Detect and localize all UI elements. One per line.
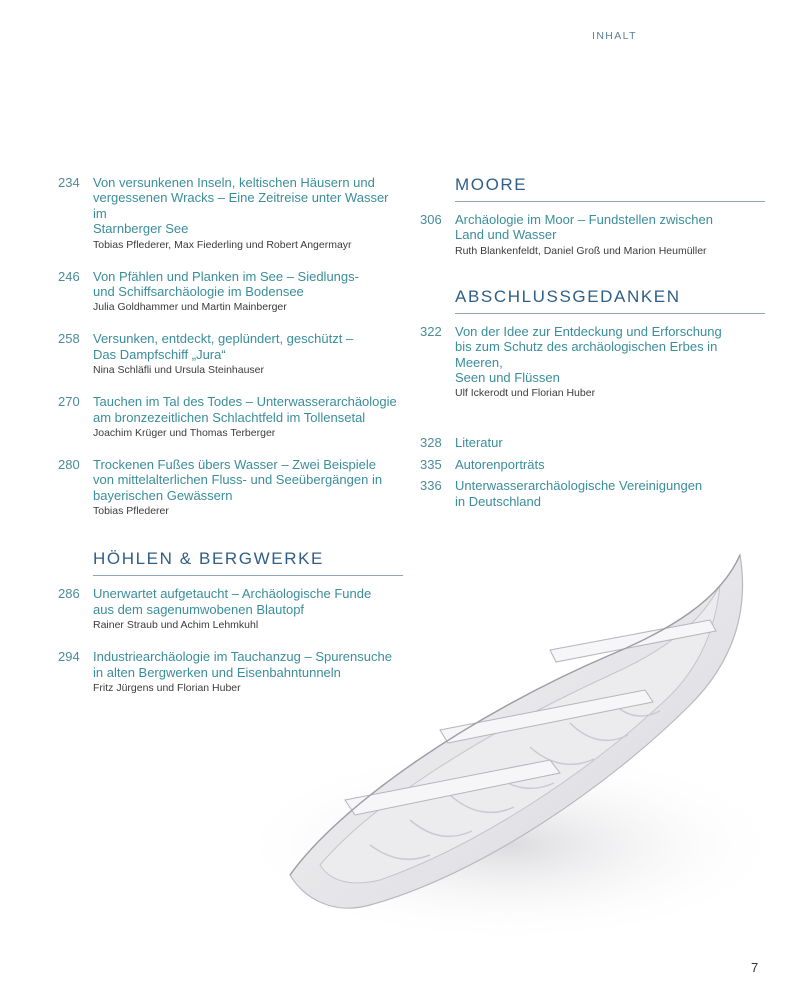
page-number: 336	[420, 478, 442, 494]
page-number: 286	[58, 586, 80, 602]
entry-title: Unterwasserarchäologische Vereinigungen in Deutschland	[455, 478, 703, 509]
page-folio: 7	[751, 960, 759, 975]
toc-entry[interactable]	[58, 331, 403, 378]
page-number: 294	[58, 649, 80, 665]
page-number: 322	[420, 323, 442, 339]
entry-title: Trockenen Fußes übers Wasser – Zwei Beispiele von mittelalterlichen Fluss- und Seeübergängen in bayerischen Gewässern	[93, 457, 383, 503]
entry-title: Industriearchäologie im Tauchanzug – Spurensuche in alten Bergwerken und Eisenbahntunneln	[93, 649, 392, 680]
running-head: INHALT	[592, 30, 637, 42]
entry-title: Unerwartet aufgetaucht – Archäologische Funde aus dem sagenumwobenen Blautopf	[93, 586, 372, 617]
page-number: 246	[58, 268, 80, 284]
toc-entry[interactable]	[58, 175, 403, 253]
entry-authors: Nina Schläfli und Ursula Steinhauser	[93, 364, 265, 377]
entry-authors: Ruth Blankenfeldt, Daniel Groß und Marion Heumüller	[455, 244, 707, 257]
page-number: 328	[420, 435, 442, 451]
page-number: 258	[58, 331, 80, 347]
entry-authors: Tobias Pflederer, Max Fiederling und Robert Angermayr	[93, 238, 352, 251]
page-number: 270	[58, 394, 80, 410]
entry-title: Von der Idee zur Entdeckung und Erforschung bis zum Schutz des archäologischen Erbes in Meeren, Seen und Flüssen	[455, 323, 722, 386]
toc-entry[interactable]	[420, 212, 765, 259]
entry-title: Literatur	[455, 435, 503, 451]
page-number: 234	[58, 175, 80, 190]
section-heading-abschluss: ABSCHLUSSGEDANKEN	[455, 287, 765, 314]
page-number: 335	[420, 456, 442, 472]
page-number: 306	[420, 212, 442, 227]
toc-entry[interactable]	[420, 457, 765, 472]
toc-entry[interactable]	[420, 478, 765, 509]
entry-authors: Fritz Jürgens und Florian Huber	[93, 681, 241, 694]
entry-authors: Joachim Krüger und Thomas Terberger	[93, 427, 276, 440]
entry-authors: Julia Goldhammer und Martin Mainberger	[93, 301, 287, 314]
toc-entry[interactable]	[420, 324, 765, 402]
entry-title: Versunken, entdeckt, geplündert, geschützt – Das Dampfschiff „Jura“	[93, 331, 354, 362]
page-number: 280	[58, 457, 80, 473]
section-heading-moore: MOORE	[455, 175, 765, 202]
toc-right-column	[420, 175, 765, 515]
entry-authors: Tobias Pflederer	[93, 505, 169, 518]
toc-entry[interactable]	[58, 457, 403, 519]
entry-title: Archäologie im Moor – Fundstellen zwischen Land und Wasser	[455, 212, 713, 243]
toc-entry[interactable]	[420, 435, 765, 450]
entry-title: Von Pfählen und Planken im See – Siedlungs- und Schiffsarchäologie im Bodensee	[93, 268, 359, 300]
entry-title: Tauchen im Tal des Todes – Unterwasserarchäologie am bronzezeitlichen Schlachtfeld im Tollensetal	[93, 394, 397, 425]
toc-entry[interactable]	[58, 394, 403, 441]
entry-title: Von versunkenen Inseln, keltischen Häusern und vergessenen Wracks – Eine Zeitreise unter Wasser im Starnberger See	[93, 175, 389, 237]
entry-authors: Rainer Straub und Achim Lehmkuhl	[93, 619, 259, 632]
entry-authors: Ulf Ickerodt und Florian Huber	[455, 387, 596, 400]
section-heading-hoehlen: HÖHLEN & BERGWERKE	[93, 549, 403, 576]
boat-illustration	[250, 545, 800, 965]
toc-entry[interactable]	[58, 269, 403, 316]
entry-title: Autorenporträts	[455, 456, 545, 472]
